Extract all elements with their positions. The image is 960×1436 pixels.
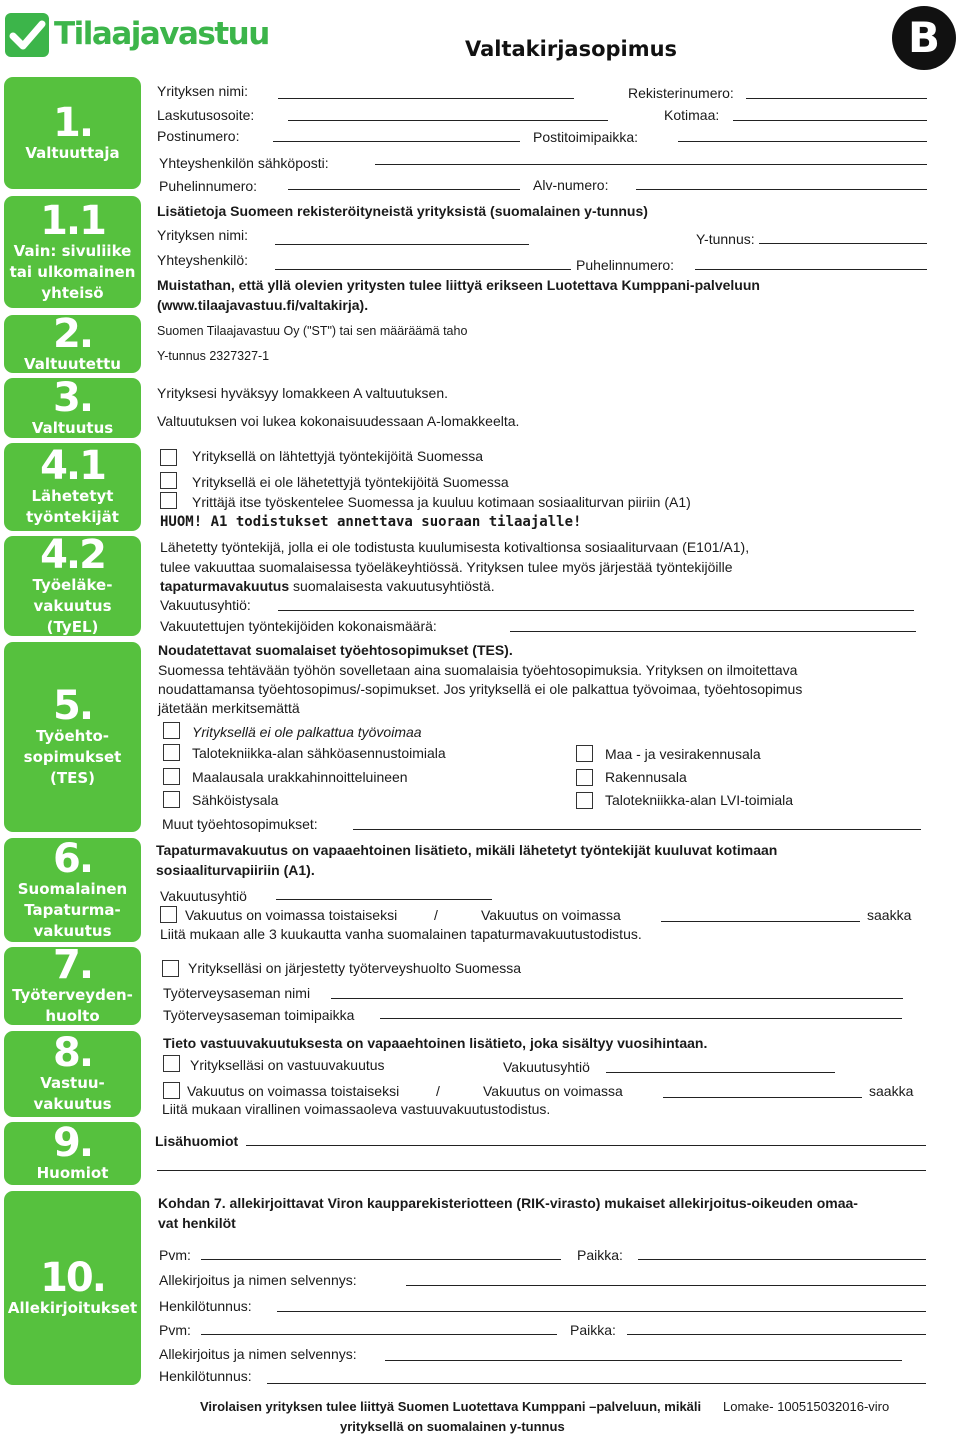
s5-opt-none-label: Yrityksellä ei ole palkattua työvoimaa (192, 724, 422, 740)
sidebar-label: Valtuutettu (24, 354, 121, 373)
s5-opt-e-label: Rakennusala (605, 769, 687, 785)
s10-id-field-1[interactable] (277, 1311, 926, 1312)
s10-date-label-1: Pvm: (159, 1247, 191, 1263)
s10-signature-label-1: Allekirjoitus ja nimen selvennys: (159, 1272, 357, 1288)
s5-p3: jätetään merkitsemättä (158, 700, 300, 716)
s10-place-field-1[interactable] (638, 1259, 926, 1260)
sidebar-label: Allekirjoitukset (7, 1298, 138, 1317)
s42-p3-bold: tapaturmavakuutus (160, 578, 290, 594)
s11-company-label: Yrityksen nimi: (157, 227, 249, 243)
contact-email-label: Yhteyshenkilön sähköposti: (159, 155, 329, 171)
s8-until-label: saakka (869, 1083, 914, 1099)
sidebar-item-9[interactable] (4, 1122, 141, 1185)
sidebar-item-10[interactable] (4, 1191, 141, 1385)
s42-p3-rest: suomalaisesta vakuutusyhtiöstä. (289, 578, 495, 594)
s6-heading1: Tapaturmavakuutus on vapaaehtoinen lisätieto, mikäli lähetetyt työntekijät kuuluvat kotimaan (156, 842, 778, 858)
s42-p1: Lähetetty työntekijä, jolla ei ole todistusta kuulumisesta kotivaltionsa sosiaaliturvaan (E101/A1), (160, 539, 750, 555)
s42-total-label: Vakuutettujen työntekijöiden kokonaismäärä: (160, 618, 437, 634)
footer-line1: Virolaisen yrityksen tulee liittyä Suomen Luotettava Kumppani –palveluun, mikäli (200, 1399, 702, 1414)
s41-checkbox-3[interactable] (160, 492, 177, 509)
s8-heading: Tieto vastuuvakuutuksesta on vapaaehtoinen lisätieto, joka sisältyy vuosihintaan. (163, 1035, 708, 1051)
s6-valid-date-field[interactable] (661, 921, 860, 922)
s8-opt-label: Yritykselläsi on vastuuvakuutus (190, 1057, 385, 1073)
s11-heading: Lisätietoja Suomeen rekisteröityneistä yrityksistä (suomalainen y-tunnus) (157, 203, 648, 219)
sidebar-label: Työeläke- vakuutus (TyEL) (32, 575, 113, 636)
s8-attach: Liitä mukaan virallinen voimassaoleva vastuuvakuutustodistus. (162, 1101, 551, 1117)
sidebar-label: Valtuuttaja (25, 143, 120, 162)
phone-field[interactable] (288, 189, 520, 190)
s41-huom: HUOM! A1 todistukset annettava suoraan tilaajalle! (160, 514, 582, 530)
s42-total-field[interactable] (510, 631, 916, 632)
s5-checkbox-e[interactable] (576, 769, 593, 786)
sidebar-item-7[interactable] (4, 942, 141, 1025)
sidebar-num: 7. (52, 942, 93, 988)
s7-opt-label: Yritykselläsi on järjestetty työterveyshuolto Suomessa (188, 960, 522, 976)
s6-valid-label: Vakuutus on voimassa (481, 907, 621, 923)
sidebar-item-4-2[interactable] (4, 531, 141, 636)
s9-field-1[interactable] (246, 1145, 926, 1146)
s9-field-2[interactable] (157, 1170, 926, 1171)
sidebar-label: Huomiot (36, 1164, 109, 1182)
s10-id-label-2: Henkilötunnus: (159, 1368, 252, 1384)
s8-valid-label: Vakuutus on voimassa (483, 1083, 623, 1099)
company-name-field[interactable] (278, 98, 574, 99)
s11-phone-label: Puhelinnumero: (576, 257, 675, 273)
sidebar-label: Työterveyden- huolto (12, 986, 133, 1025)
sidebar-num: 2. (52, 310, 93, 357)
s42-insurer-field[interactable] (278, 610, 914, 611)
s7-station-place-field[interactable] (380, 1018, 902, 1019)
s5-opt-a-label: Talotekniikka-alan sähköasennustoimiala (192, 745, 446, 761)
company-name-label: Yrityksen nimi: (157, 83, 249, 99)
s2-line2: Y-tunnus 2327327-1 (157, 349, 270, 363)
logo-text: Tilaajavastuu (54, 16, 269, 52)
s41-opt1-label: Yrityksellä on lähtettyjä työntekijöitä Suomessa (192, 448, 484, 464)
contact-email-field[interactable] (375, 164, 927, 165)
sidebar-item-2[interactable] (4, 310, 141, 373)
sidebar-num: 8. (52, 1030, 93, 1076)
s5-opt-b-label: Maalausala urakkahinnoitteluineen (192, 769, 408, 785)
reg-no-field[interactable] (746, 98, 927, 99)
s6-insurer-field[interactable] (276, 899, 492, 900)
phone-label: Puhelinnumero: (159, 178, 258, 194)
s8-slash: / (436, 1083, 440, 1099)
s41-checkbox-1[interactable] (160, 449, 177, 466)
sidebar-item-1-1[interactable] (4, 196, 141, 308)
logo (4, 12, 269, 62)
s11-phone-field[interactable] (695, 269, 927, 270)
s6-until-label: saakka (867, 907, 912, 923)
s7-checkbox[interactable] (162, 960, 179, 977)
s11-note-line1: Muistathan, että yllä olevien yritysten tulee liittyä erikseen Luotettava Kumppani-palveluun (157, 277, 760, 293)
s2-line1: Suomen Tilaajavastuu Oy ("ST") tai sen määräämä taho (157, 324, 468, 338)
domicile-field[interactable] (733, 120, 927, 121)
s8-valid-until-further: Vakuutus on voimassa toistaiseksi (187, 1083, 400, 1099)
s5-other-label: Muut työehtosopimukset: (162, 816, 318, 832)
s6-valid-until-further: Vakuutus on voimassa toistaiseksi (185, 907, 398, 923)
s3-line2: Valtuutuksen voi lukea kokonaisuudessaan A-lomakkeelta. (157, 413, 520, 429)
s9-label: Lisähuomiot (155, 1133, 239, 1149)
vat-field[interactable] (636, 189, 927, 190)
s42-insurer-label: Vakuutusyhtiö: (160, 597, 251, 613)
s11-note-line2: (www.tilaajavastuu.fi/valtakirja). (157, 297, 369, 313)
s6-checkbox[interactable] (160, 906, 177, 923)
s5-checkbox-f[interactable] (576, 792, 593, 809)
s41-opt3-label: Yrittäjä itse työskentelee Suomessa ja kuuluu kotimaan sosiaaliturvan piiriin (A1) (192, 494, 691, 510)
ytunnus-field[interactable] (759, 243, 927, 244)
s8-checkbox-1[interactable] (163, 1055, 180, 1072)
postal-code-field[interactable] (273, 141, 520, 142)
sidebar-label: Vastuu- vakuutus (33, 1074, 112, 1113)
s10-heading2: vat henkilöt (158, 1215, 236, 1231)
sidebar-label: Vain: sivuliike tai ulkomainen yhteisö (9, 241, 136, 302)
ytunnus-label: Y-tunnus: (696, 231, 755, 247)
s10-place-field-2[interactable] (627, 1334, 926, 1335)
sidebar-num: 5. (52, 682, 93, 729)
sidebar-label: Suomalainen Tapaturma- vakuutus (17, 879, 128, 940)
s10-heading1: Kohdan 7. allekirjoittavat Viron kaupparekisteriotteen (RIK-virasto) mukaiset allekirjoitus-oikeuden omaa- (158, 1195, 858, 1211)
sidebar-item-5[interactable] (4, 642, 141, 832)
s10-id-label-1: Henkilötunnus: (159, 1298, 252, 1314)
reg-no-label: Rekisterinumero: (628, 85, 734, 101)
sidebar-label: Työehto- sopimukset (TES) (23, 726, 122, 787)
s5-p1: Suomessa tehtävään työhön sovelletaan aina suomalaisia työehtosopimuksia. Yrityksen on ilmoitettava (158, 662, 798, 678)
vat-label: Alv-numero: (533, 177, 609, 193)
s5-checkbox-c[interactable] (163, 791, 180, 808)
page-title: Valtakirjasopimus (465, 37, 678, 61)
billing-addr-field[interactable] (288, 120, 608, 121)
postal-office-label: Postitoimipaikka: (533, 129, 639, 145)
s8-valid-date-field[interactable] (663, 1097, 862, 1098)
s11-contact-field[interactable] (275, 269, 571, 270)
billing-addr-label: Laskutusosoite: (157, 107, 255, 123)
s7-station-name-field[interactable] (331, 998, 903, 999)
s10-signature-field-1[interactable] (406, 1285, 926, 1286)
sidebar-item-4-1[interactable] (4, 443, 141, 531)
s11-contact-label: Yhteyshenkilö: (157, 252, 249, 268)
sidebar-num: 10. (40, 1254, 105, 1301)
checkmark-logo-icon (4, 12, 50, 58)
s41-checkbox-2[interactable] (160, 472, 177, 489)
s10-signature-label-2: Allekirjoitus ja nimen selvennys: (159, 1346, 357, 1362)
s5-checkbox-a[interactable] (163, 744, 180, 761)
form-badge: B (892, 6, 956, 70)
s10-id-field-2[interactable] (267, 1383, 926, 1384)
s5-checkbox-none[interactable] (163, 722, 180, 739)
footer-line2: yrityksellä on suomalainen y-tunnus (340, 1419, 565, 1434)
sidebar-num: 9. (52, 1120, 93, 1166)
s5-other-field[interactable] (353, 829, 921, 830)
sidebar-item-3[interactable] (4, 374, 141, 438)
s8-checkbox-2[interactable] (163, 1082, 180, 1099)
sidebar-num: 4.2 (40, 531, 105, 578)
postal-office-field[interactable] (678, 141, 927, 142)
sidebar-num: 3. (52, 374, 93, 421)
s41-opt2-label: Yrityksellä ei ole lähetettyjä työntekijöitä Suomessa (192, 474, 509, 490)
sidebar-item-8[interactable] (4, 1031, 141, 1117)
s6-insurer-label: Vakuutusyhtiö (160, 888, 247, 904)
s5-opt-d-label: Maa - ja vesirakennusala (605, 746, 761, 762)
s8-insurer-label: Vakuutusyhtiö (503, 1059, 590, 1075)
s6-slash: / (434, 907, 438, 923)
s10-date-field-2[interactable] (201, 1334, 557, 1335)
sidebar-label: Lähetetyt työntekijät (26, 487, 119, 526)
s5-checkbox-d[interactable] (576, 745, 593, 762)
sidebar-num: 1.1 (40, 197, 105, 244)
s7-station-place-label: Työterveysaseman toimipaikka (163, 1007, 355, 1023)
s3-line1: Yrityksesi hyväksyy lomakkeen A valtuutuksen. (157, 385, 449, 401)
s10-signature-field-2[interactable] (385, 1360, 902, 1361)
s5-opt-c-label: Sähköistysala (192, 792, 279, 808)
s42-p2: tulee vakuuttaa suomalaisessa työeläkeyhtiössä. Yrityksen tulee myös järjestää työntekijöille (160, 559, 733, 575)
s6-heading2: sosiaaliturvapiiriin (A1). (156, 862, 315, 878)
s11-company-field[interactable] (275, 244, 529, 245)
sidebar-num: 6. (52, 835, 93, 882)
form-code: Lomake- 100515032016-viro (723, 1399, 890, 1414)
postal-code-label: Postinumero: (157, 128, 240, 144)
s10-date-label-2: Pvm: (159, 1322, 191, 1338)
s5-opt-f-label: Talotekniikka-alan LVI-toimiala (605, 792, 794, 808)
s10-date-field-1[interactable] (201, 1259, 561, 1260)
s5-p2: noudattamansa työehtosopimus/-sopimukset. Jos yrityksellä ei ole palkattua työvoimaa, työehtosopimus (158, 681, 803, 697)
sidebar-num: 1. (52, 99, 93, 146)
s10-place-label-2: Paikka: (570, 1322, 616, 1338)
s10-place-label-1: Paikka: (577, 1247, 623, 1263)
sidebar-item-1[interactable] (4, 77, 141, 189)
s8-insurer-field[interactable] (606, 1072, 835, 1073)
sidebar-item-6[interactable] (4, 835, 141, 942)
sidebar-label: Valtuutus (31, 418, 114, 437)
s7-station-name-label: Työterveysaseman nimi (163, 985, 311, 1001)
domicile-label: Kotimaa: (664, 107, 720, 123)
s5-checkbox-b[interactable] (163, 768, 180, 785)
s6-attach: Liitä mukaan alle 3 kuukautta vanha suomalainen tapaturmavakuutustodistus. (160, 926, 642, 942)
sidebar-num: 4.1 (40, 443, 105, 489)
s5-heading: Noudatettavat suomalaiset työehtosopimukset (TES). (158, 642, 513, 658)
